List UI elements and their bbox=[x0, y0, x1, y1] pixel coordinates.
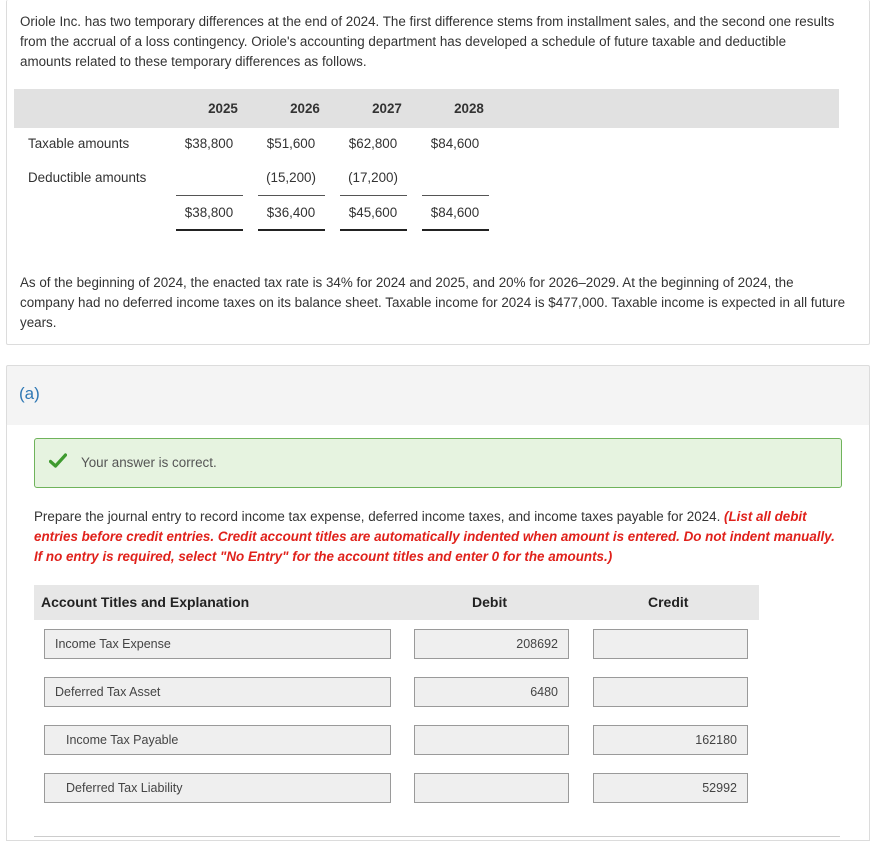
year-2027: 2027 bbox=[372, 101, 402, 116]
account-column-header: Account Titles and Explanation bbox=[41, 594, 250, 610]
taxable-2026: $51,600 bbox=[266, 136, 316, 151]
year-2028: 2028 bbox=[454, 101, 484, 116]
account-field[interactable]: Income Tax Payable bbox=[44, 725, 391, 755]
debit-field[interactable] bbox=[414, 725, 569, 755]
schedule-header bbox=[14, 89, 839, 128]
deductible-2026: (15,200) bbox=[266, 170, 316, 185]
taxable-2025: $38,800 bbox=[184, 136, 234, 151]
taxable-2027: $62,800 bbox=[348, 136, 398, 151]
taxable-amounts-label: Taxable amounts bbox=[28, 136, 130, 151]
debit-field[interactable]: 208692 bbox=[414, 629, 569, 659]
credit-column-header: Credit bbox=[648, 594, 689, 610]
taxable-2028: $84,600 bbox=[430, 136, 480, 151]
debit-field[interactable] bbox=[414, 773, 569, 803]
year-2025: 2025 bbox=[208, 101, 238, 116]
part-header bbox=[6, 365, 870, 426]
debit-field[interactable]: 6480 bbox=[414, 677, 569, 707]
journal-header bbox=[34, 585, 759, 620]
feedback-text: Your answer is correct. bbox=[81, 455, 217, 470]
answer-feedback bbox=[34, 438, 842, 488]
deductible-amounts-label: Deductible amounts bbox=[28, 170, 147, 185]
context-text: As of the beginning of 2024, the enacted tax rate is 34% for 2024 and 2025, and 20% for 2026–2029. At the beginning of 2024, the company had no deferred income taxes on its balance sheet. Taxable income for 2024 is $477,000. Taxable income is expected in all future years. bbox=[20, 275, 846, 331]
instructions-text: Prepare the journal entry to record income tax expense, deferred income taxes, and income taxes payable for 2024. bbox=[34, 509, 721, 524]
year-2026: 2026 bbox=[290, 101, 320, 116]
subtotal-line bbox=[176, 195, 243, 196]
total-2026: $36,400 bbox=[266, 205, 316, 220]
subtotal-line bbox=[258, 195, 325, 196]
total-2028: $84,600 bbox=[430, 205, 480, 220]
problem-text: Oriole Inc. has two temporary differences at the end of 2024. The first difference stems from installment sales, and the second one results from the accrual of a loss contingency. Oriole's accounting department has developed a schedule of future taxable and deductible amounts related to these temporary differences as follows. bbox=[20, 14, 835, 70]
total-2025: $38,800 bbox=[184, 205, 234, 220]
total-line bbox=[422, 229, 489, 231]
credit-field[interactable]: 162180 bbox=[593, 725, 748, 755]
account-field[interactable]: Deferred Tax Liability bbox=[44, 773, 391, 803]
checkmark-icon bbox=[49, 453, 67, 474]
debit-column-header: Debit bbox=[472, 594, 507, 610]
total-2027: $45,600 bbox=[348, 205, 398, 220]
divider bbox=[34, 836, 840, 837]
subtotal-line bbox=[340, 195, 407, 196]
credit-field[interactable] bbox=[593, 677, 748, 707]
account-field[interactable]: Deferred Tax Asset bbox=[44, 677, 391, 707]
total-line bbox=[340, 229, 407, 231]
total-line bbox=[176, 229, 243, 231]
total-line bbox=[258, 229, 325, 231]
part-label: (a) bbox=[19, 384, 40, 403]
subtotal-line bbox=[422, 195, 489, 196]
account-field[interactable]: Income Tax Expense bbox=[44, 629, 391, 659]
credit-field[interactable] bbox=[593, 629, 748, 659]
instructions-note: (List all debit entries before credit entries. Credit account titles are automatically indented when amount is entered. Do not indent manually. If no entry is required, select "No Entry" for the account titles and enter 0 for the amounts.) bbox=[34, 509, 835, 564]
deductible-2027: (17,200) bbox=[348, 170, 398, 185]
instructions bbox=[34, 507, 846, 567]
credit-field[interactable]: 52992 bbox=[593, 773, 748, 803]
